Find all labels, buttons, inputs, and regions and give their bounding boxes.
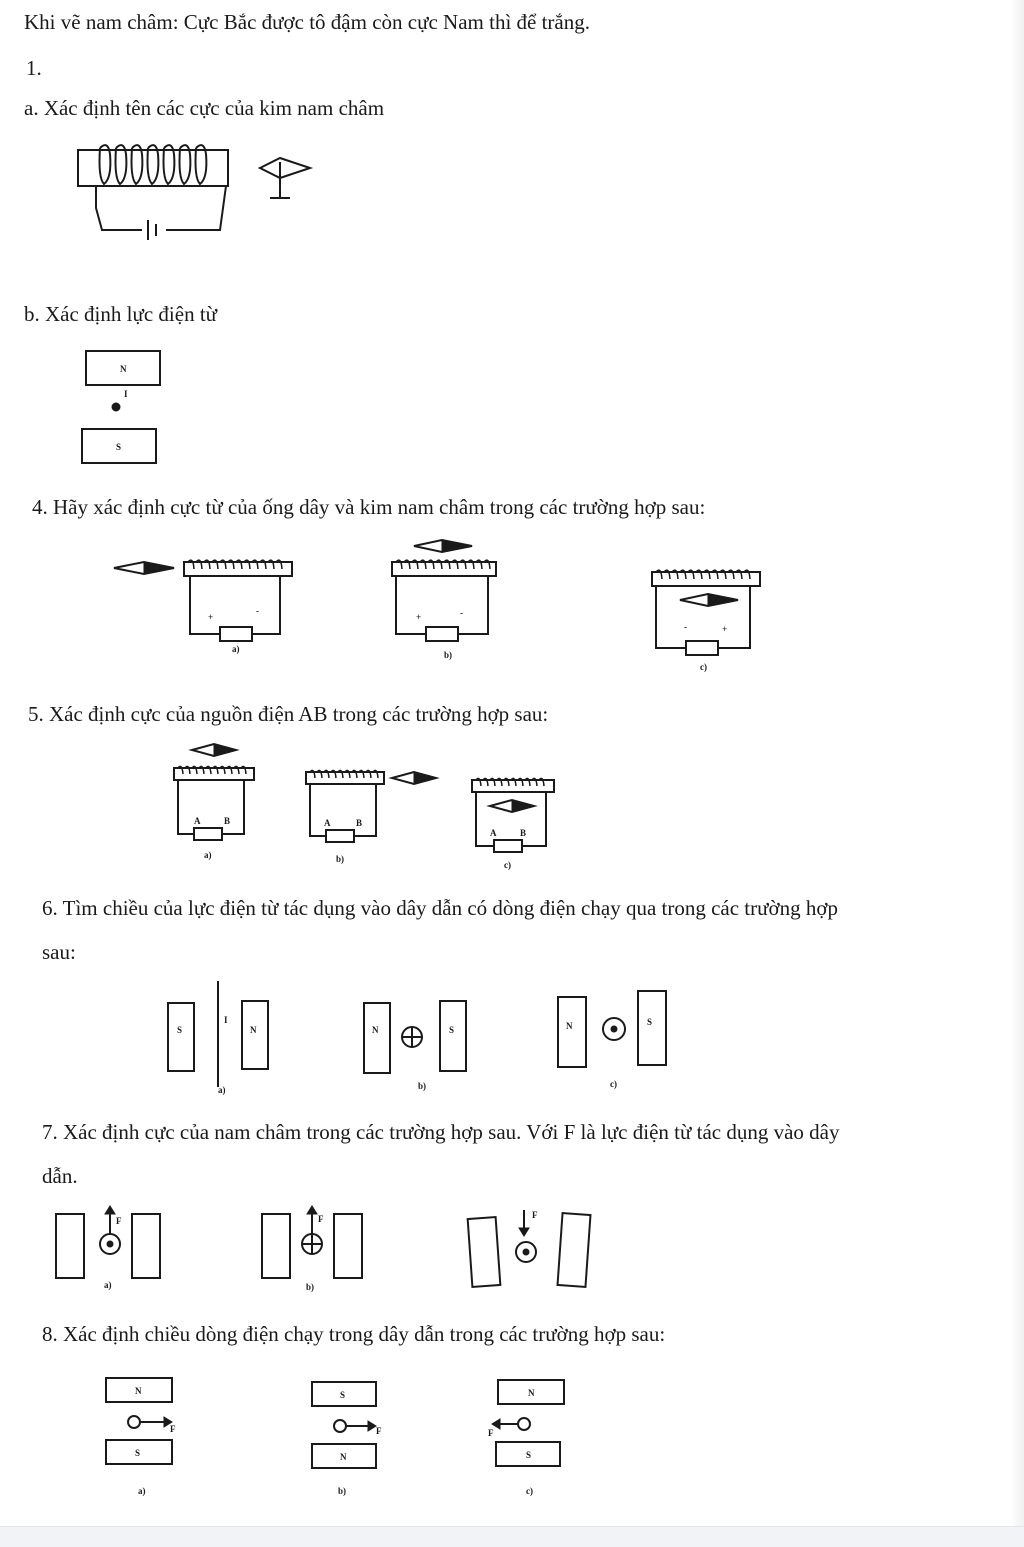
q7-case-c	[468, 1210, 591, 1287]
q6c-pole-n: N	[566, 1021, 573, 1031]
q6-case-b	[364, 1001, 466, 1091]
q5b-terminal-a: A	[324, 818, 331, 828]
q4c-plus: +	[722, 624, 728, 634]
q4-figures	[100, 530, 780, 675]
q4b-plus: +	[416, 612, 422, 622]
q8-case-a	[106, 1378, 176, 1496]
q6a-label: a)	[218, 1085, 226, 1095]
q6c-label: c)	[610, 1079, 617, 1089]
current-dot-icon	[112, 403, 120, 411]
q5b-label: b)	[336, 854, 345, 864]
q8b-force: F	[376, 1426, 382, 1436]
q5-case-c	[472, 778, 554, 870]
q6-case-a	[168, 981, 268, 1095]
q1a-text: a. Xác định tên các cực của kim nam châm	[24, 96, 385, 120]
q8b-pole-s: S	[340, 1390, 346, 1400]
q7c-force: F	[532, 1210, 538, 1220]
q5-figures	[170, 738, 570, 873]
q5b-terminal-b: B	[356, 818, 363, 828]
q4a-minus: -	[256, 606, 259, 616]
q5-case-a	[174, 744, 254, 860]
q4b-label: b)	[444, 650, 453, 660]
q8b-label: b)	[338, 1486, 347, 1496]
q6a-current: I	[224, 1015, 228, 1025]
q5c-terminal-a: A	[490, 828, 497, 838]
q8c-label: c)	[526, 1486, 533, 1496]
q5a-terminal-a: A	[194, 816, 201, 826]
q7-text-line2: dẫn.	[42, 1164, 78, 1188]
q4b-minus: -	[460, 608, 463, 618]
q6-text-line2: sau:	[42, 940, 76, 964]
q6-text-line1: 6. Tìm chiều của lực điện từ tác dụng vào dây dẫn có dòng điện chạy qua trong các trường hợp	[42, 896, 838, 920]
q4c-label: c)	[700, 662, 707, 672]
q4-case-a	[114, 560, 292, 654]
q8a-label: a)	[138, 1486, 146, 1496]
q7-text-line1: 7. Xác định cực của nam châm trong các trường hợp sau. Với F là lực điện từ tác dụng vào dây	[42, 1120, 840, 1144]
q8-text: 8. Xác định chiều dòng điện chạy trong dây dẫn trong các trường hợp sau:	[42, 1322, 666, 1346]
q7-case-b	[262, 1206, 362, 1292]
q8-figures	[100, 1372, 580, 1502]
q1-number: 1.	[26, 56, 42, 80]
page-edge-shadow	[1010, 0, 1024, 1546]
q7-figures	[50, 1200, 610, 1300]
q8a-pole-n: N	[135, 1386, 142, 1396]
q8c-pole-n: N	[528, 1388, 535, 1398]
magnet-s-label: S	[116, 442, 122, 452]
q5a-label: a)	[204, 850, 212, 860]
q5c-terminal-b: B	[520, 828, 527, 838]
q8b-pole-n: N	[340, 1452, 347, 1462]
q6b-pole-s: S	[449, 1025, 455, 1035]
q4-case-c	[652, 570, 760, 672]
q8c-force: F	[488, 1428, 494, 1438]
q1a-solenoid-figure	[70, 140, 330, 240]
q7b-label: b)	[306, 1282, 315, 1292]
q6a-pole-s: S	[177, 1025, 183, 1035]
q8-case-b	[312, 1382, 382, 1496]
q5c-label: c)	[504, 860, 511, 870]
q4a-plus: +	[208, 612, 214, 622]
q7a-label: a)	[104, 1280, 112, 1290]
q4c-minus: -	[684, 622, 687, 632]
q6b-label: b)	[418, 1081, 427, 1091]
magnet-n-label: N	[120, 364, 127, 374]
q1b-text: b. Xác định lực điện từ	[24, 302, 218, 326]
q4-case-b	[392, 540, 496, 660]
q6-case-c	[558, 991, 666, 1089]
bottom-bar	[0, 1526, 1024, 1547]
q6b-pole-n: N	[372, 1025, 379, 1035]
q7a-force: F	[116, 1216, 122, 1226]
q6c-pole-s: S	[647, 1017, 653, 1027]
q8c-pole-s: S	[526, 1450, 532, 1460]
q4a-label: a)	[232, 644, 240, 654]
q5-text: 5. Xác định cực của nguồn điện AB trong các trường hợp sau:	[28, 702, 549, 726]
q1b-magnet-figure	[80, 345, 180, 470]
q7b-force: F	[318, 1214, 324, 1224]
q8a-force: F	[170, 1424, 176, 1434]
q8a-pole-s: S	[135, 1448, 141, 1458]
intro-text: Khi vẽ nam châm: Cực Bắc được tô đậm còn cực Nam thì để trắng.	[24, 10, 590, 34]
q7-case-a	[56, 1206, 160, 1290]
q6-figures	[160, 975, 680, 1095]
current-label: I	[124, 389, 128, 399]
q5a-terminal-b: B	[224, 816, 231, 826]
q4-text: 4. Hãy xác định cực từ của ống dây và kim nam châm trong các trường hợp sau:	[32, 495, 706, 519]
q8-case-c	[488, 1380, 564, 1496]
q5-case-b	[306, 770, 436, 864]
q6a-pole-n: N	[250, 1025, 257, 1035]
